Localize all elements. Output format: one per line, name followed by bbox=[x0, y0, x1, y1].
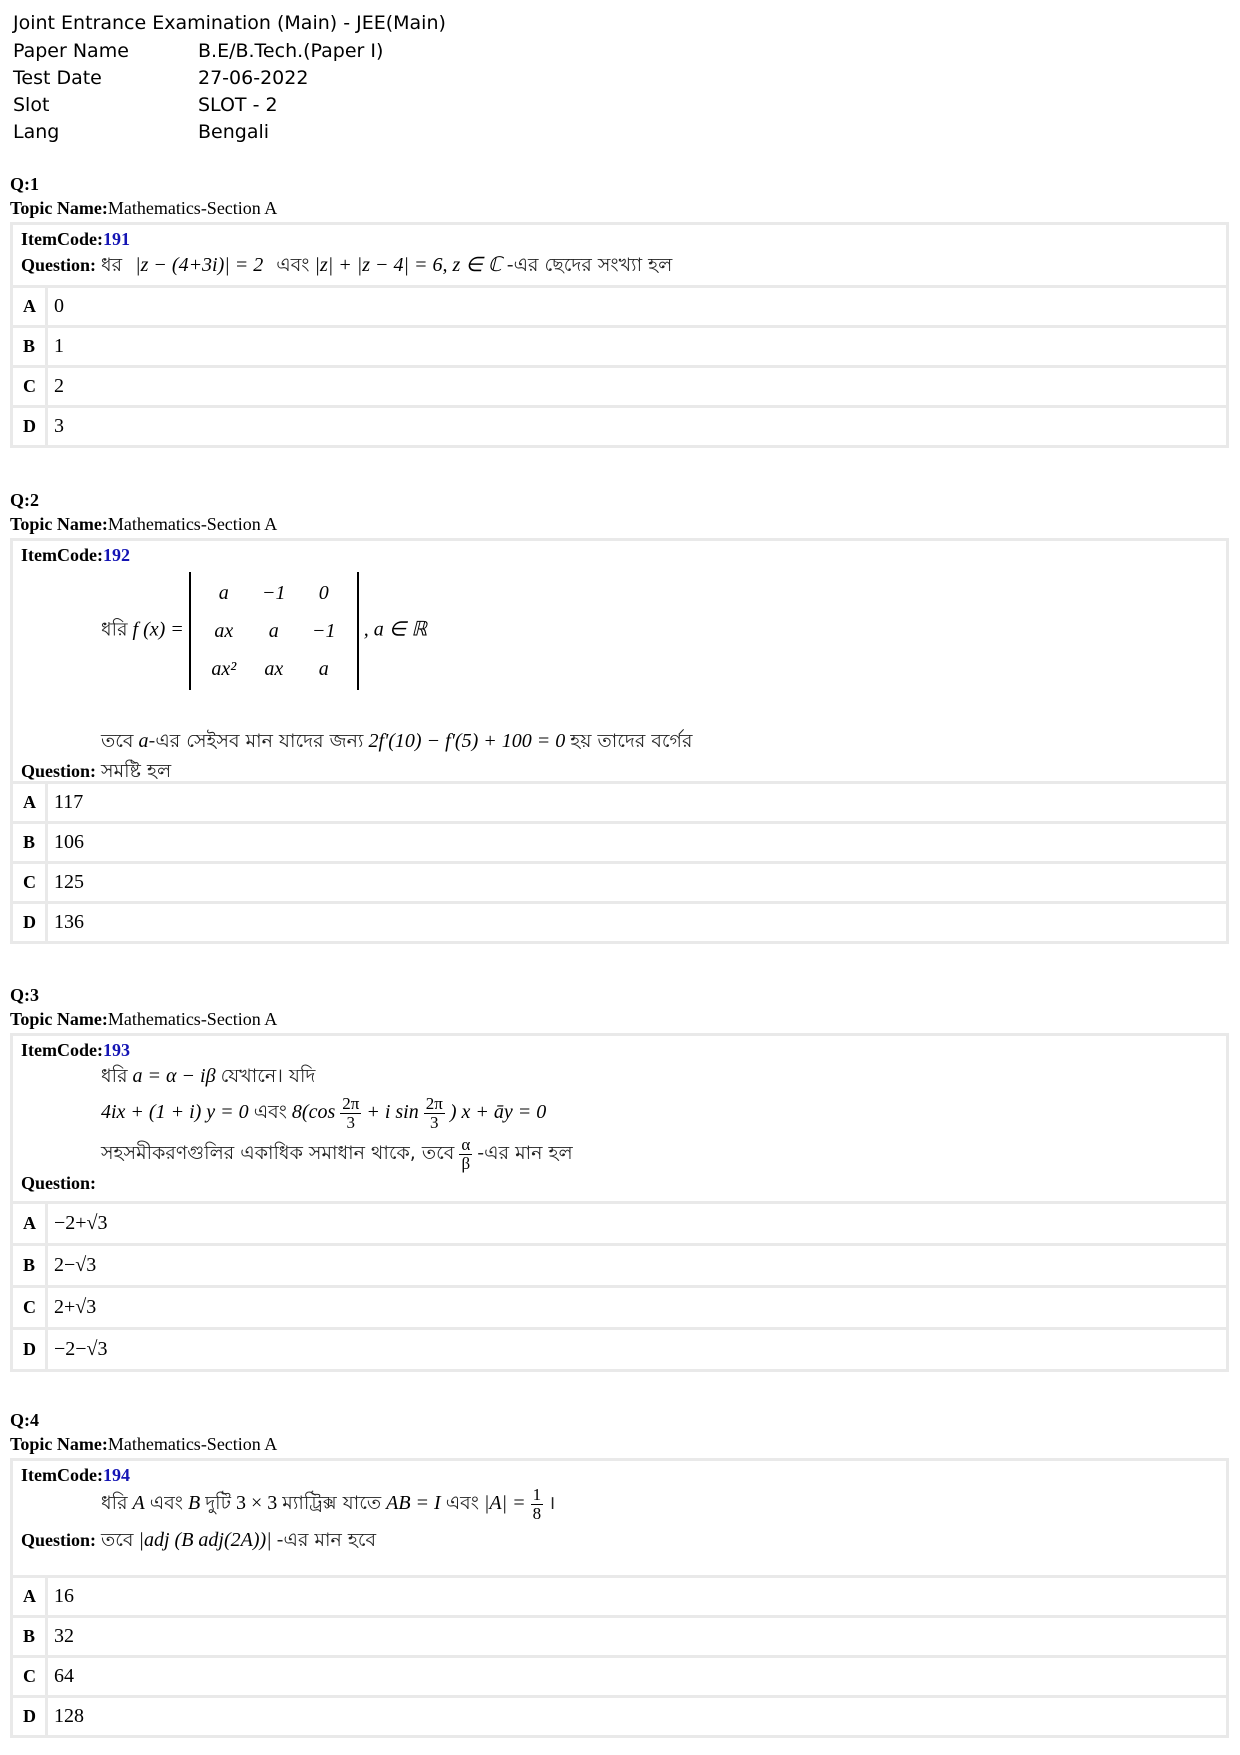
question-card bbox=[10, 1033, 1229, 1372]
meta-key: Slot bbox=[13, 94, 50, 116]
question-block-3 bbox=[10, 983, 1229, 1372]
question-text-line3: সহসমীকরণগুলির একাধিক সমাধান থাকে, তবে $\frac{\alpha}{\beta}$ -এর মান হল bbox=[101, 1135, 573, 1173]
option-row[interactable]: A −2+√3 bbox=[13, 1204, 1226, 1243]
question-block-4 bbox=[10, 1408, 1229, 1738]
question-block-1 bbox=[10, 172, 1229, 448]
question-number: Q:3 bbox=[10, 985, 39, 1005]
option-row[interactable]: A 0 bbox=[13, 288, 1226, 325]
meta-row bbox=[13, 38, 446, 65]
item-code: ItemCode:193 bbox=[21, 1040, 130, 1060]
option-row[interactable]: D −2−√3 bbox=[13, 1330, 1226, 1369]
meta-row bbox=[13, 65, 446, 92]
option-row[interactable]: A 16 bbox=[13, 1578, 1226, 1615]
option-row[interactable]: D 3 bbox=[13, 408, 1226, 445]
option-row[interactable]: C 2+√3 bbox=[13, 1288, 1226, 1327]
meta-row bbox=[13, 92, 446, 119]
question-text: Question: ধর |z − (4+3i)| = 2 এবং |z| + |z − 4| = 6, z ∈ ℂ -এর ছেদের সংখ্যা হল bbox=[21, 254, 673, 276]
meta-value: 27-06-2022 bbox=[198, 67, 309, 89]
question-text-line2: Question: তবে |adj (B adj(2A))| -এর মান হবে bbox=[21, 1529, 377, 1551]
option-row[interactable]: A 117 bbox=[13, 784, 1226, 821]
option-row[interactable]: C 64 bbox=[13, 1658, 1226, 1695]
question-card bbox=[10, 538, 1229, 944]
question-text-line3: Question: সমষ্টি হল bbox=[21, 760, 172, 782]
question-block-2 bbox=[10, 488, 1229, 944]
topic-line: Topic Name:Mathematics-Section A bbox=[10, 514, 278, 534]
option-row[interactable]: B 32 bbox=[13, 1618, 1226, 1655]
option-row[interactable]: B 106 bbox=[13, 824, 1226, 861]
option-row[interactable]: D 136 bbox=[13, 904, 1226, 941]
exam-title: Joint Entrance Examination (Main) - JEE(Main) bbox=[13, 12, 446, 34]
topic-line: Topic Name:Mathematics-Section A bbox=[10, 1009, 278, 1029]
question-text-line1: ধরি a = α − iβ যেখানে। যদি bbox=[101, 1065, 316, 1087]
meta-row bbox=[13, 119, 446, 146]
question-number: Q:4 bbox=[10, 1410, 39, 1430]
question-number: Q:1 bbox=[10, 174, 39, 194]
option-row[interactable]: B 1 bbox=[13, 328, 1226, 365]
question-number: Q:2 bbox=[10, 490, 39, 510]
meta-key: Lang bbox=[13, 121, 60, 143]
question-card bbox=[10, 1458, 1229, 1738]
meta-value: Bengali bbox=[198, 121, 270, 143]
topic-line: Topic Name:Mathematics-Section A bbox=[10, 1434, 278, 1454]
question-text-line1: ধরি A এবং B দুটি 3 × 3 ম্যাট্রিক্স যাতে AB = I এবং |A| = $\frac{1}{8}$ । bbox=[101, 1485, 556, 1523]
determinant: a −1 0 ax a −1 ax² ax a bbox=[189, 572, 359, 690]
question-card bbox=[10, 222, 1229, 448]
meta-key: Test Date bbox=[13, 67, 102, 89]
item-code: ItemCode:191 bbox=[21, 229, 130, 249]
option-row[interactable]: D 128 bbox=[13, 1698, 1226, 1735]
question-text-line2: তবে a-এর সেইসব মান যাদের জন্য 2f'(10) − f'(5) + 100 = 0 হয় তাদের বর্গের bbox=[101, 730, 693, 752]
exam-header bbox=[13, 10, 446, 146]
topic-line: Topic Name:Mathematics-Section A bbox=[10, 198, 278, 218]
item-code: ItemCode:194 bbox=[21, 1465, 130, 1485]
question-text: ধরি f (x) = a −1 0 ax a −1 ax² ax a , a ∈ ℝ bbox=[21, 572, 1218, 690]
option-row[interactable]: B 2−√3 bbox=[13, 1246, 1226, 1285]
option-row[interactable]: C 2 bbox=[13, 368, 1226, 405]
question-text-line2: 4ix + (1 + i) y = 0 এবং 8(cos $\frac{2\pi}{3}$ + i sin $\frac{2\pi}{3}$ ) x + āy = 0 bbox=[101, 1094, 547, 1132]
meta-key: Paper Name bbox=[13, 40, 129, 62]
option-row[interactable]: C 125 bbox=[13, 864, 1226, 901]
meta-value: SLOT - 2 bbox=[198, 94, 278, 116]
question-label: Question: bbox=[21, 1173, 97, 1193]
item-code: ItemCode:192 bbox=[21, 545, 130, 565]
meta-value: B.E/B.Tech.(Paper I) bbox=[198, 40, 384, 62]
